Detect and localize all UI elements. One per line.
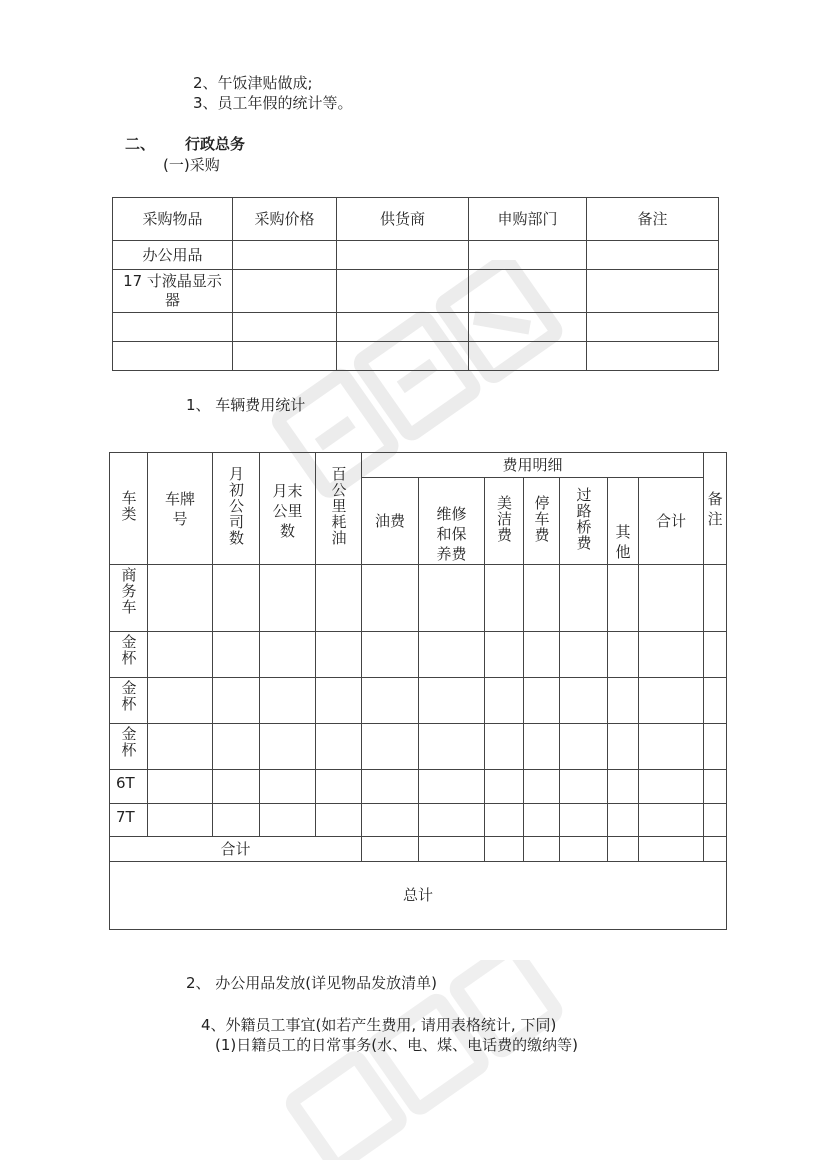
vehicle-type-text: 商务车 bbox=[119, 567, 138, 615]
purchase-cell bbox=[337, 270, 469, 313]
vehicle-type-cell bbox=[110, 565, 148, 632]
vehicle-row bbox=[110, 770, 727, 804]
purchase-table bbox=[112, 197, 719, 371]
vehicle-total-row bbox=[110, 862, 727, 930]
intro-item-2: 2、午饭津贴做成; bbox=[193, 74, 313, 92]
vehicle-header-toll bbox=[560, 478, 608, 565]
purchase-cell: 17 寸液晶显示器 bbox=[113, 270, 233, 313]
intro-item-3: 3、员工年假的统计等。 bbox=[193, 94, 353, 112]
vehicle-row bbox=[110, 804, 727, 837]
vehicle-type-text: 金杯 bbox=[119, 726, 138, 758]
purchase-cell bbox=[587, 270, 719, 313]
vehicle-header-fuel-100km bbox=[316, 453, 362, 565]
purchase-header-price: 采购价格 bbox=[233, 198, 337, 241]
vehicle-type-text: 金杯 bbox=[119, 680, 138, 712]
vehicle-header-end-km-text: 月末公里数 bbox=[272, 482, 303, 540]
purchase-header-dept: 申购部门 bbox=[469, 198, 587, 241]
purchase-cell bbox=[469, 342, 587, 371]
vehicle-header-maint-text: 维修和保养费 bbox=[436, 505, 467, 563]
purchase-header-item: 采购物品 bbox=[113, 198, 233, 241]
vehicle-header-other-text: 其他 bbox=[615, 523, 631, 561]
vehicle-row bbox=[110, 724, 727, 770]
purchase-cell bbox=[233, 342, 337, 371]
purchase-cell bbox=[113, 313, 233, 342]
purchase-row bbox=[113, 270, 719, 313]
vehicle-header-clean-text: 美洁费 bbox=[495, 494, 513, 543]
vehicle-title: 1、 车辆费用统计 bbox=[186, 396, 306, 414]
vehicle-header-plate bbox=[148, 453, 213, 565]
purchase-header-row bbox=[113, 198, 719, 241]
item-japanese-staff: (1)日籍员工的日常事务(水、电、煤、电话费的缴纳等) bbox=[215, 1036, 578, 1054]
vehicle-header-car-type-text: 车类 bbox=[119, 490, 138, 522]
vehicle-type-cell bbox=[110, 632, 148, 678]
vehicle-table bbox=[109, 452, 727, 930]
purchase-cell bbox=[469, 313, 587, 342]
vehicle-header-maint bbox=[419, 478, 485, 565]
purchase-header-supplier: 供货商 bbox=[337, 198, 469, 241]
vehicle-header-sum: 合计 bbox=[639, 478, 704, 565]
vehicle-type-cell bbox=[110, 678, 148, 724]
vehicle-row bbox=[110, 632, 727, 678]
purchase-cell bbox=[587, 313, 719, 342]
vehicle-total-label: 总计 bbox=[110, 862, 727, 930]
vehicle-row bbox=[110, 565, 727, 632]
vehicle-row bbox=[110, 678, 727, 724]
vehicle-header-fee-detail: 费用明细 bbox=[362, 453, 704, 478]
section-number: 二、 bbox=[125, 135, 156, 153]
purchase-cell bbox=[587, 241, 719, 270]
purchase-cell bbox=[337, 313, 469, 342]
vehicle-header-fuel-100km-text: 百公里耗油 bbox=[329, 466, 348, 546]
vehicle-type-cell bbox=[110, 724, 148, 770]
purchase-row bbox=[113, 342, 719, 371]
vehicle-header-parking-text: 停车费 bbox=[532, 494, 551, 543]
vehicle-header-toll-text: 过路桥费 bbox=[574, 486, 593, 551]
vehicle-sum-row bbox=[110, 837, 727, 862]
purchase-cell bbox=[113, 342, 233, 371]
vehicle-header-note-text: 备注 bbox=[707, 490, 723, 528]
purchase-cell bbox=[233, 313, 337, 342]
purchase-cell bbox=[469, 270, 587, 313]
vehicle-sum-label: 合计 bbox=[110, 837, 362, 862]
purchase-header-note: 备注 bbox=[587, 198, 719, 241]
subsection-purchase: (一)采购 bbox=[163, 156, 220, 174]
purchase-cell bbox=[233, 241, 337, 270]
purchase-cell bbox=[469, 241, 587, 270]
vehicle-header-note bbox=[704, 453, 727, 565]
item-office-supplies: 2、 办公用品发放(详见物品发放清单) bbox=[186, 974, 438, 992]
vehicle-header-fuel: 油费 bbox=[362, 478, 419, 565]
section-title: 行政总务 bbox=[185, 135, 246, 153]
vehicle-header-start-km bbox=[213, 453, 260, 565]
vehicle-type-cell: 6T bbox=[110, 770, 148, 804]
purchase-row bbox=[113, 313, 719, 342]
purchase-cell bbox=[337, 241, 469, 270]
purchase-cell bbox=[587, 342, 719, 371]
item-foreign-staff: 4、外籍员工事宜(如若产生费用, 请用表格统计, 下同) bbox=[201, 1016, 557, 1034]
vehicle-header-other bbox=[608, 478, 639, 565]
vehicle-header-car-type bbox=[110, 453, 148, 565]
purchase-cell bbox=[233, 270, 337, 313]
vehicle-header-clean bbox=[485, 478, 524, 565]
purchase-cell bbox=[337, 342, 469, 371]
vehicle-header-start-km-text: 月初公司数 bbox=[227, 466, 245, 546]
purchase-row bbox=[113, 241, 719, 270]
vehicle-type-text: 金杯 bbox=[119, 634, 138, 666]
vehicle-header-plate-text: 车牌号 bbox=[164, 490, 195, 528]
vehicle-header-end-km bbox=[260, 453, 316, 565]
vehicle-header-parking bbox=[524, 478, 560, 565]
vehicle-type-cell: 7T bbox=[110, 804, 148, 837]
purchase-cell: 办公用品 bbox=[113, 241, 233, 270]
